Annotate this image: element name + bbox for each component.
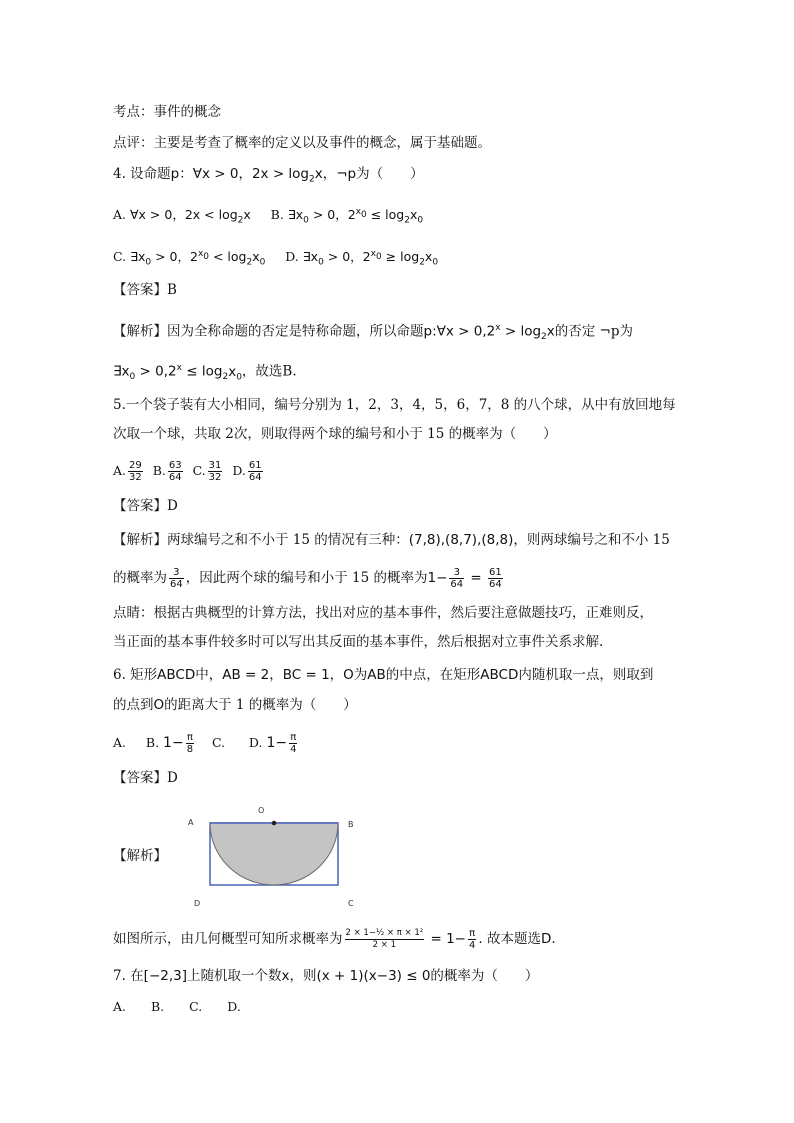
q4-answer: 【答案】B — [113, 282, 177, 298]
q5-tip-2: 当正面的基本事件较多时可以写出其反面的基本事件，然后根据对立事件关系求解. — [113, 634, 604, 650]
label-c: C — [348, 899, 354, 908]
q5-optB-frac: $\frac{63}{64}$ — [168, 460, 182, 483]
q5-exp-frac-3: $\frac{61}{64}$ — [489, 567, 502, 590]
q6-answer: 【答案】D — [113, 770, 178, 786]
q6-optB-frac: $\frac{\pi}{8}$ — [186, 732, 194, 755]
q5-exp-frac-1: $\frac{3}{64}$ — [170, 567, 183, 590]
q5-stem-1: 5.一个袋子装有大小相同，编号分别为 1，2，3，4，5，6，7，8 的八个球，从中有放回地每 — [113, 397, 676, 413]
q7-options: A. B. C. D. — [113, 999, 241, 1014]
q6-optD-frac: $\frac{\pi}{4}$ — [290, 732, 297, 755]
q6-explain-2: 如图所示，由几何概型可知所求概率为 $\frac{\text{2 × 1−½ × π × 1²}}{2 \times 1}$ = 1− $\frac{\pi}{4}$ . 故本题选D. — [113, 928, 556, 951]
q5-tip-1: 点睛：根据古典概型的计算方法，找出对应的基本事件，然后要注意做题技巧，正难则反， — [113, 605, 653, 621]
q6-stem-1: 6. 矩形ABCD中，AB = 2，BC = 1，O为AB的中点，在矩形ABCD内随机取一点，则取到 — [113, 667, 654, 683]
label-d: D — [194, 899, 201, 908]
q5-optC-frac: $\frac{31}{32}$ — [208, 460, 222, 483]
q5-explain-2: 的概率为 $\frac{3}{64}$ ，因此两个球的编号和小于 15 的概率为1− $\frac{3}{64}$ = $\frac{61}{64}$ — [113, 567, 502, 590]
kaodian-line: 考点：事件的概念 — [113, 104, 221, 120]
q4-options-ab: A. ∀x > 0，$2x < \log_2x$ B. $\exists x_0 > 0$，$2^{x_0} \le \log_2x_0$ — [113, 207, 424, 226]
q7-stem: 7. 在[−2,3]上随机取一个数x，则(x + 1)(x−3) ≤ 0的概率为（ ） — [113, 968, 539, 984]
point-o — [272, 821, 277, 826]
q6-stem-2: 的点到O的距离大于 1 的概率为（ ） — [113, 697, 357, 713]
rectangle-semicircle-figure — [180, 798, 370, 908]
q6-explain-label: 【解析】 — [113, 848, 167, 864]
q4-explain-1: 【解析】因为全称命题的否定是特称命题，所以命题p:∀x > $0,2^x > \log_2x$的否定 ¬p为 — [113, 323, 634, 343]
q5-optA-frac: $\frac{29}{32}$ — [129, 460, 142, 483]
q6-options: A. B. 1− $\frac{\pi}{8}$ C. D. 1− $\frac{\pi}{4}$ — [113, 732, 297, 755]
label-b: B — [348, 820, 354, 829]
q4-stem: 4. 设命题p：∀x > 0，$2x > \log_2x$，¬p为（ ） — [113, 166, 424, 185]
q6-exp-frac: $\frac{\text{2 × 1−½ × π × 1²}}{2 \times 1}$ — [345, 928, 424, 950]
q5-explain-1: 【解析】两球编号之和不小于 15 的情况有三种：(7,8),(8,7),(8,8)，则两球编号之和不小 15 — [113, 532, 670, 548]
q4-explain-2: $\exists x_0 > 0,2^x \le \log_2x_0$，故选B. — [113, 363, 297, 383]
q5-optD-frac: $\frac{61}{64}$ — [248, 460, 262, 483]
dianping-line: 点评：主要是考查了概率的定义以及事件的概念，属于基础题。 — [113, 135, 491, 151]
label-o: O — [258, 806, 265, 815]
q6-exp-frac-2: $\frac{\pi}{4}$ — [468, 928, 476, 951]
label-a: A — [188, 818, 194, 827]
q5-stem-2: 次取一个球，共取 2次，则取得两个球的编号和小于 15 的概率为（ ） — [113, 426, 557, 442]
q5-options: A. $\frac{29}{32}$ B. $\frac{63}{64}$ C. $\frac{31}{32}$ D. $\frac{61}{64}$ — [113, 460, 262, 483]
q4-options-cd: C. $\exists x_0 > 0$，$2^{x_0} < \log_2x_0$ D. $\exists x_0 > 0$，$2^{x_0} \ge \log_2x_0$ — [113, 249, 439, 268]
q5-exp-frac-2: $\frac{3}{64}$ — [450, 567, 464, 590]
q5-answer: 【答案】D — [113, 498, 178, 514]
